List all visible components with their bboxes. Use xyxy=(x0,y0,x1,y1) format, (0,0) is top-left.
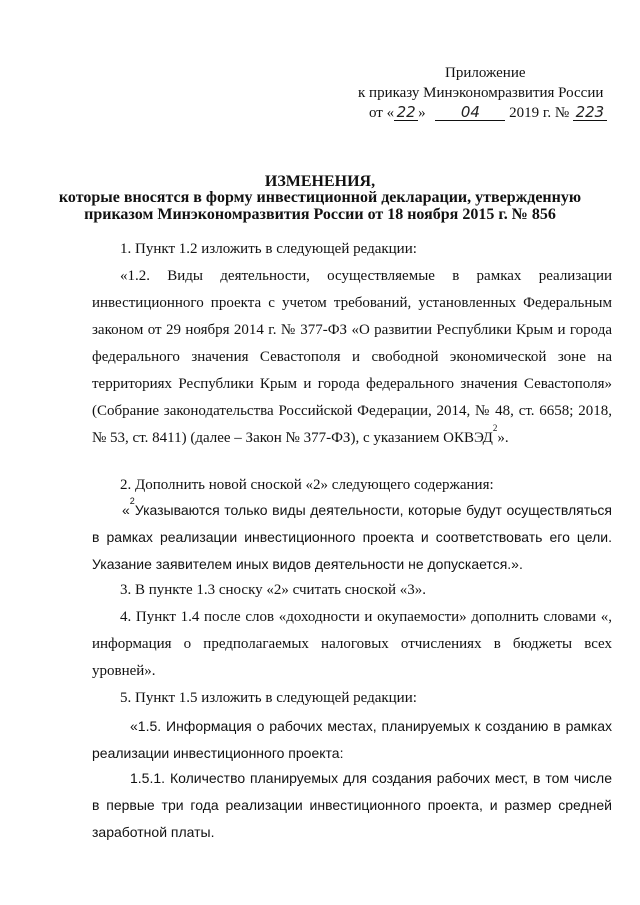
annex-order-ref: к приказу Минэкономразвития России xyxy=(358,85,604,101)
item-1-quote-text: «1.2. Виды деятельности, осуществляемые в рамках реализации инвестиционного проекта с учетом требований, установленных Федеральным законом от 29 ноября 2014 г. № 377-ФЗ «О развитии Республики Крым и города федерального значения Севастополя и свободной экономической зоне на территориях Республики Крым и города федерального значения Севастополя» (Собрание законодательства Российской Федерации, 2014, № 48, ст. 6658; 2018, № 53, ст. 8411) (далее – Закон № 377-ФЗ), с указанием ОКВЭД xyxy=(92,268,612,446)
item-2-quote-open: « xyxy=(122,502,130,518)
item-2: 2. Дополнить новой сноской «2» следующего содержания: xyxy=(120,477,494,493)
item-2-quote-body: Указываются только виды деятельности, которые будут осуществляться в рамках реализации инвестиционного проекта и соответствовать его цели. Указание заявителем иных видов деятельности не допускается.». xyxy=(92,502,612,572)
item-1: 1. Пункт 1.2 изложить в следующей редакции: xyxy=(120,241,417,257)
item-1-quote xyxy=(92,263,612,452)
item-2-footnote-ref: 2 xyxy=(129,496,135,507)
document-subtitle-line2: приказом Минэкономразвития России от 18 ноября 2015 г. № 856 xyxy=(84,206,556,223)
annex-date-line xyxy=(369,103,607,123)
document-title: ИЗМЕНЕНИЯ, xyxy=(264,173,376,190)
item-2-footnote-text xyxy=(92,497,612,578)
item-1-footnote-ref: 2 xyxy=(492,423,498,433)
item-1-quote-end: ». xyxy=(497,430,509,446)
date-quote-close: » xyxy=(418,105,426,121)
item-4: 4. Пункт 1.4 после слов «доходности и окупаемости» дополнить словами «, информация о предполагаемых налоговых отчислениях в бюджеты всех уровней». xyxy=(92,609,612,679)
date-prefix: от « xyxy=(369,105,395,121)
annex-title: Приложение xyxy=(445,65,526,81)
order-number: 223 xyxy=(573,104,607,121)
date-year-number: 2019 г. № xyxy=(509,105,570,121)
item-5-1: 1.5.1. Количество планируемых для создания рабочих мест, в том числе в первые три года реализации инвестиционного проекта, и размер средней заработной платы. xyxy=(92,770,612,840)
item-5-quote: «1.5. Информация о рабочих местах, планируемых к созданию в рамках реализации инвестиционного проекта: xyxy=(92,718,612,761)
date-day: 22 xyxy=(394,104,418,121)
document-subtitle-line1: которые вносятся в форму инвестиционной декларации, утвержденную xyxy=(58,189,582,206)
date-month: 04 xyxy=(435,104,505,121)
item-5: 5. Пункт 1.5 изложить в следующей редакции: xyxy=(120,690,417,706)
item-3: 3. В пункте 1.3 сноску «2» считать сноской «3». xyxy=(120,582,427,598)
